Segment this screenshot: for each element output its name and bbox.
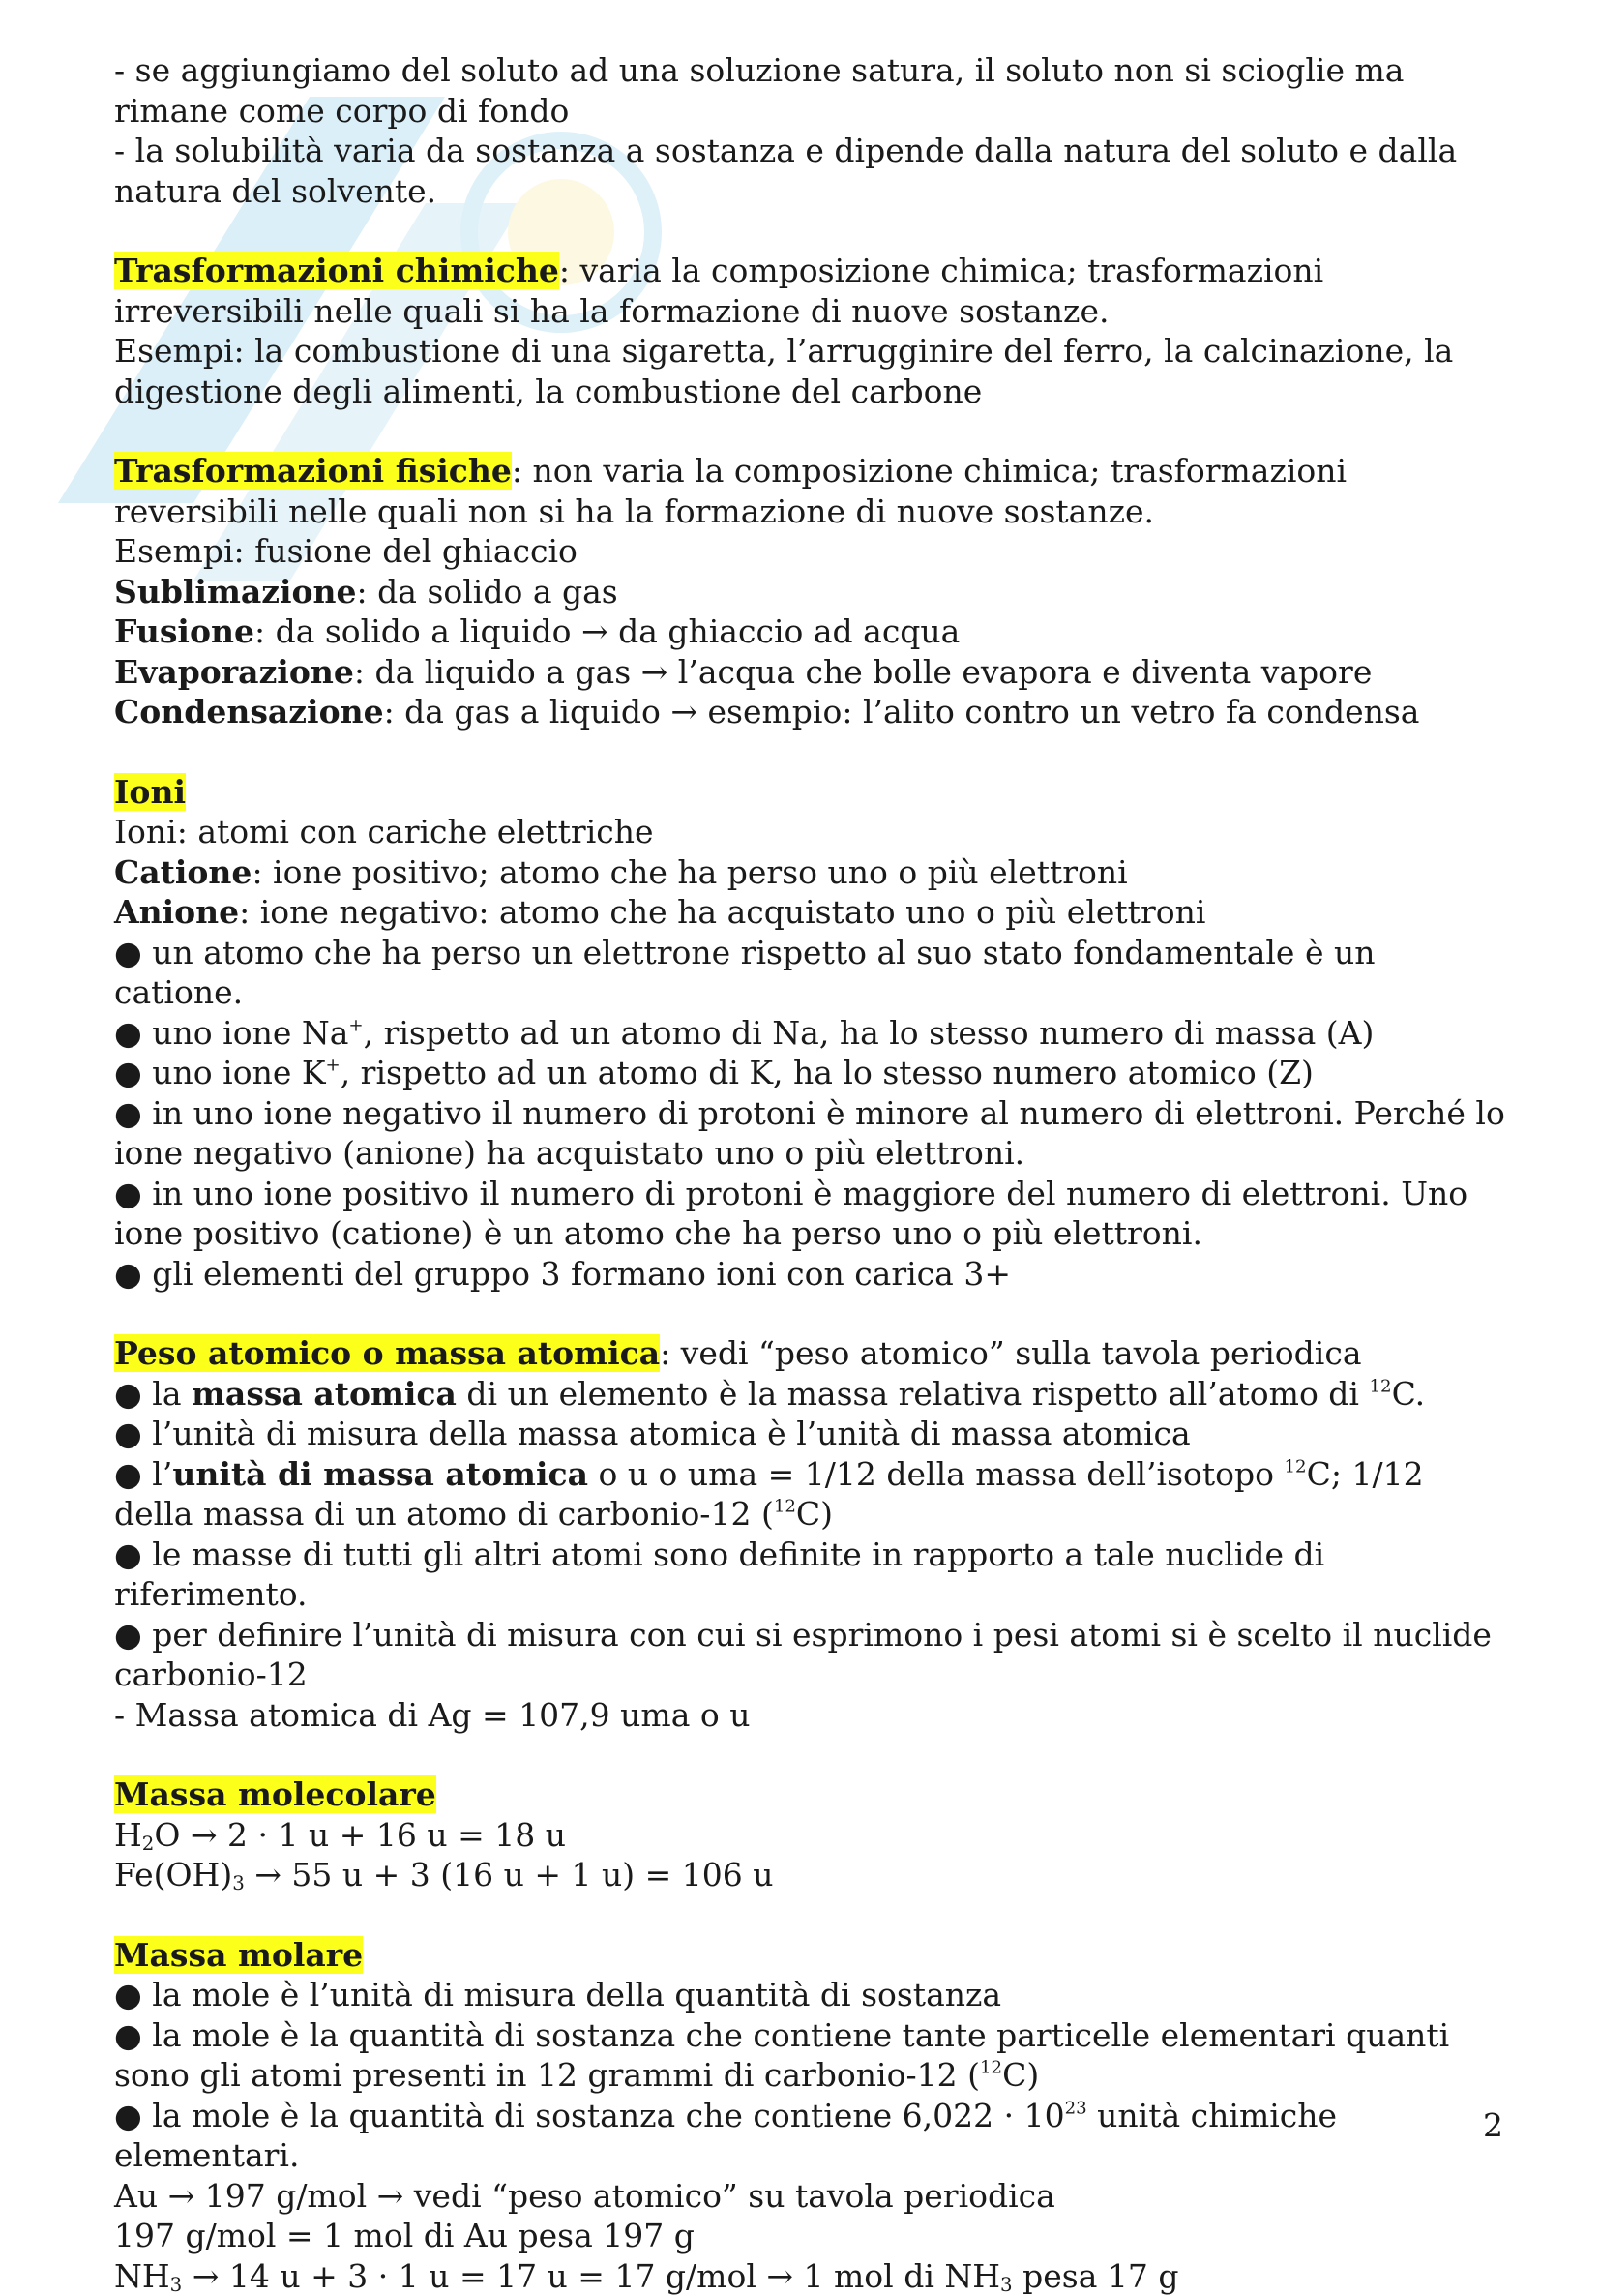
- bullet-item: ● per definire l’unità di misura con cui si esprimono i pesi atomi si è scelto il nuclide carbonio-12: [114, 1615, 1507, 1695]
- bullet-item: ● gli elementi del gruppo 3 formano ioni con carica 3+: [114, 1254, 1507, 1295]
- term-text: : da liquido a gas → l’acqua che bolle evapora e diventa vapore: [354, 653, 1373, 691]
- subscript: 3: [170, 2273, 183, 2295]
- section-heading: Massa molare: [114, 1936, 363, 1974]
- intro-line-2: - la solubilità varia da sostanza a sostanza e dipende dalla natura del soluto e dalla natura del solvente.: [114, 131, 1507, 211]
- term: Anione: [114, 893, 239, 931]
- list-item: [114, 852, 1507, 893]
- text-part: ● uno ione Na: [114, 1014, 348, 1052]
- page-number: 2: [1483, 2106, 1503, 2144]
- bullet-item: [114, 1013, 1507, 1054]
- term: Evaporazione: [114, 653, 354, 691]
- section-massa-molecolare: [114, 1774, 1507, 1815]
- text-part: ● l’: [114, 1455, 172, 1493]
- text-part: C; 1/12 della massa di un atomo di carbonio-12 (: [114, 1455, 1424, 1534]
- bullet-item: [114, 2015, 1507, 2096]
- term-text: : da gas a liquido → esempio: l’alito contro un vetro fa condensa: [384, 693, 1420, 731]
- text-part: Fe(OH): [114, 1856, 232, 1893]
- section-heading: Ioni: [114, 773, 186, 811]
- text-part: C.: [1392, 1375, 1426, 1413]
- bullet-item: ● un atomo che ha perso un elettrone rispetto al suo stato fondamentale è un catione.: [114, 933, 1507, 1013]
- list-item: [114, 692, 1507, 732]
- bullet-item: [114, 1374, 1507, 1415]
- text-part: , rispetto ad un atomo di Na, ha lo stesso numero di massa (A): [364, 1014, 1375, 1052]
- bullet-item: ● le masse di tutti gli altri atomi sono definite in rapporto a tale nuclide di riferimento.: [114, 1535, 1507, 1615]
- section-massa-molare: [114, 1935, 1507, 1976]
- superscript: 12: [1369, 1376, 1391, 1396]
- section-heading: Trasformazioni chimiche: [114, 252, 559, 289]
- superscript: 23: [1065, 2098, 1087, 2118]
- text-part: unità chimiche elementari.: [114, 2097, 1337, 2175]
- bullet-item: ● in uno ione positivo il numero di protoni è maggiore del numero di elettroni. Uno ione positivo (catione) è un atomo che ha perso uno o più elettroni.: [114, 1174, 1507, 1254]
- text-part: di un elemento è la massa relativa rispetto all’atomo di: [457, 1375, 1370, 1413]
- section-trasformazioni-fisiche: [114, 451, 1507, 531]
- definition-text: : varia la composizione chimica; trasformazioni irreversibili nelle quali si ha la formazione di nuove sostanze.: [114, 252, 1323, 330]
- formula-line: Au → 197 g/mol → vedi “peso atomico” su tavola periodica: [114, 2176, 1507, 2217]
- list-item: [114, 611, 1507, 652]
- term-text: : ione positivo; atomo che ha perso uno o più elettroni: [252, 853, 1127, 891]
- bullet-item: [114, 1454, 1507, 1535]
- section-peso-atomico: [114, 1333, 1507, 1374]
- text-part: ● uno ione K: [114, 1054, 326, 1091]
- bullet-item: ● in uno ione negativo il numero di protoni è minore al numero di elettroni. Perché lo ione negativo (anione) ha acquistato uno o più elettroni.: [114, 1093, 1507, 1174]
- section-heading: Massa molecolare: [114, 1775, 436, 1813]
- list-item: [114, 572, 1507, 612]
- subscript: 3: [1000, 2273, 1013, 2295]
- superscript: 12: [1285, 1456, 1307, 1476]
- examples-text: Esempi: fusione del ghiaccio: [114, 531, 1507, 572]
- text-part: NH: [114, 2257, 170, 2295]
- text-part: O → 2 · 1 u + 16 u = 18 u: [154, 1816, 566, 1854]
- definition-text: : vedi “peso atomico” sulla tavola periodica: [660, 1334, 1361, 1372]
- superscript: 12: [980, 2057, 1002, 2077]
- text-part: H: [114, 1816, 142, 1854]
- section-ioni: [114, 772, 1507, 813]
- section-heading: Trasformazioni fisiche: [114, 452, 512, 490]
- definition-text: Ioni: atomi con cariche elettriche: [114, 812, 1507, 852]
- text-part: → 55 u + 3 (16 u + 1 u) = 106 u: [245, 1856, 774, 1893]
- section-heading: Peso atomico o massa atomica: [114, 1334, 660, 1372]
- list-item: [114, 652, 1507, 693]
- term: unità di massa atomica: [172, 1455, 588, 1493]
- term: Condensazione: [114, 693, 384, 731]
- text-part: , rispetto ad un atomo di K, ha lo stesso numero atomico (Z): [341, 1054, 1314, 1091]
- text-part: ● la: [114, 1375, 192, 1413]
- term: Fusione: [114, 612, 254, 650]
- subscript: 3: [232, 1872, 245, 1894]
- list-item: [114, 892, 1507, 933]
- text-part: C): [796, 1495, 833, 1533]
- bullet-item: ● la mole è l’unità di misura della quantità di sostanza: [114, 1975, 1507, 2015]
- text-part: ● la mole è la quantità di sostanza che contiene 6,022 · 10: [114, 2097, 1065, 2134]
- examples-text: Esempi: la combustione di una sigaretta, l’arrugginire del ferro, la calcinazione, la digestione degli alimenti, la combustione del carbone: [114, 331, 1507, 411]
- intro-line-1: - se aggiungiamo del soluto ad una soluzione satura, il soluto non si scioglie ma rimane come corpo di fondo: [114, 50, 1507, 131]
- text-part: → 14 u + 3 · 1 u = 17 u = 17 g/mol → 1 mol di NH: [182, 2257, 1000, 2295]
- term-text: : ione negativo: atomo che ha acquistato uno o più elettroni: [239, 893, 1205, 931]
- term: massa atomica: [192, 1375, 457, 1413]
- section-trasformazioni-chimiche: [114, 251, 1507, 331]
- list-item: - Massa atomica di Ag = 107,9 uma o u: [114, 1695, 1507, 1736]
- formula-line: [114, 1815, 1507, 1856]
- document-page: [114, 50, 1507, 2296]
- term: Catione: [114, 853, 252, 891]
- text-part: C): [1002, 2056, 1039, 2094]
- superscript: 12: [774, 1496, 796, 1516]
- text-part: pesa 17 g: [1013, 2257, 1179, 2295]
- term: Sublimazione: [114, 573, 357, 611]
- superscript: +: [326, 1055, 341, 1075]
- bullet-item: [114, 2096, 1507, 2176]
- formula-line: [114, 1855, 1507, 1895]
- subscript: 2: [142, 1832, 155, 1854]
- term-text: : da solido a liquido → da ghiaccio ad acqua: [254, 612, 960, 650]
- bullet-item: [114, 1053, 1507, 1093]
- definition-text: : non varia la composizione chimica; trasformazioni reversibili nelle quali non si ha la formazione di nuove sostanze.: [114, 452, 1347, 530]
- formula-line: [114, 2256, 1507, 2296]
- text-part: ● la mole è la quantità di sostanza che contiene tante particelle elementari quanti sono gli atomi presenti in 12 grammi di carbonio-12 (: [114, 2016, 1449, 2095]
- bullet-item: ● l’unità di misura della massa atomica è l’unità di massa atomica: [114, 1414, 1507, 1454]
- formula-line: 197 g/mol = 1 mol di Au pesa 197 g: [114, 2216, 1507, 2256]
- text-part: o u o uma = 1/12 della massa dell’isotopo: [588, 1455, 1285, 1493]
- term-text: : da solido a gas: [357, 573, 618, 611]
- superscript: +: [348, 1015, 363, 1035]
